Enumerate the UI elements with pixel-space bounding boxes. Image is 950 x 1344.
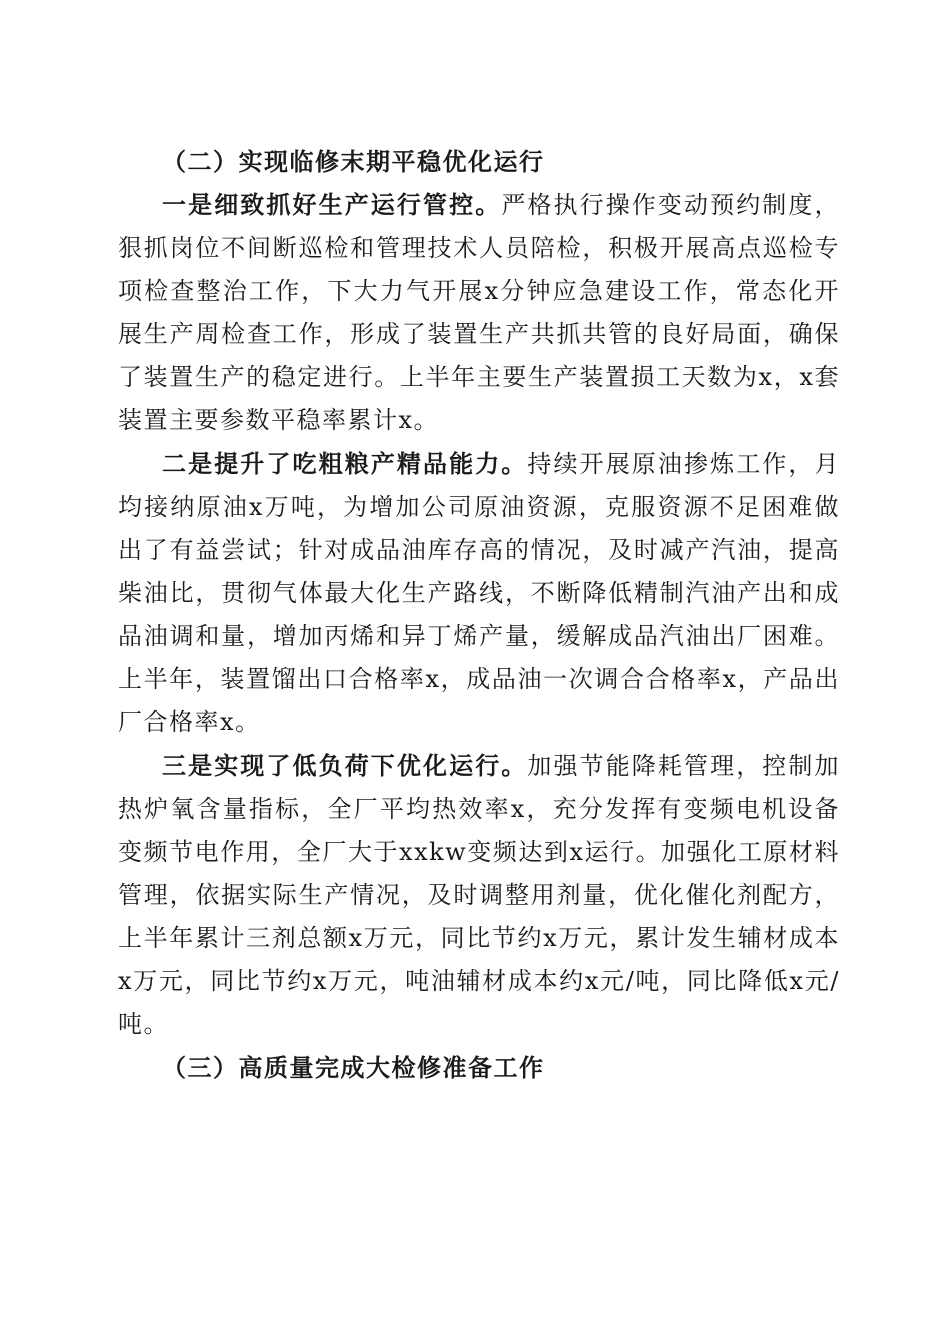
paragraph-body: 加强节能降耗管理，控制加热炉氧含量指标，全厂平均热效率x，充分发挥有变频电机设备变频节电作用，全厂大于xxkw变频达到x运行。加强化工原材料管理，依据实际生产情况，及时调整用剂量，优化催化剂配方，上半年累计三剂总额x万元，同比节约x万元，累计发生辅材成本x万元，同比节约x万元，吨油辅材成本约x元/吨，同比降低x元/吨。 xyxy=(118,752,841,1038)
paragraph-lead: 二是提升了吃粗粮产精品能力。 xyxy=(162,449,528,478)
paragraph-lead: 三是实现了低负荷下优化运行。 xyxy=(162,751,528,780)
paragraph-low-load-operation xyxy=(118,744,840,1046)
paragraph-lead: 一是细致抓好生产运行管控。 xyxy=(162,190,502,219)
paragraph-body: 严格执行操作变动预约制度，狠抓岗位不间断巡检和管理技术人员陪检，积极开展高点巡检专项检查整治工作，下大力气开展x分钟应急建设工作，常态化开展生产周检查工作，形成了装置生产共抓共管的良好局面，确保了装置生产的稳定进行。上半年主要生产装置损工天数为x，x套装置主要参数平稳率累计x。 xyxy=(118,191,841,434)
paragraph-body: 持续开展原油掺炼工作，月均接纳原油x万吨，为增加公司原油资源，克服资源不足困难做出了有益尝试；针对成品油库存高的情况，及时减产汽油，提高柴油比，贯彻气体最大化生产路线，不断降低精制汽油产出和成品油调和量，增加丙烯和异丁烯产量，缓解成品汽油出厂困难。上半年，装置馏出口合格率x，成品油一次调合合格率x，产品出厂合格率x。 xyxy=(118,450,841,736)
section-heading-2: （二）实现临修末期平稳优化运行 xyxy=(162,147,545,176)
paragraph-crude-refining xyxy=(118,442,840,744)
paragraph-production-control xyxy=(118,183,840,442)
section-heading-3: （三）高质量完成大检修准备工作 xyxy=(162,1053,545,1082)
